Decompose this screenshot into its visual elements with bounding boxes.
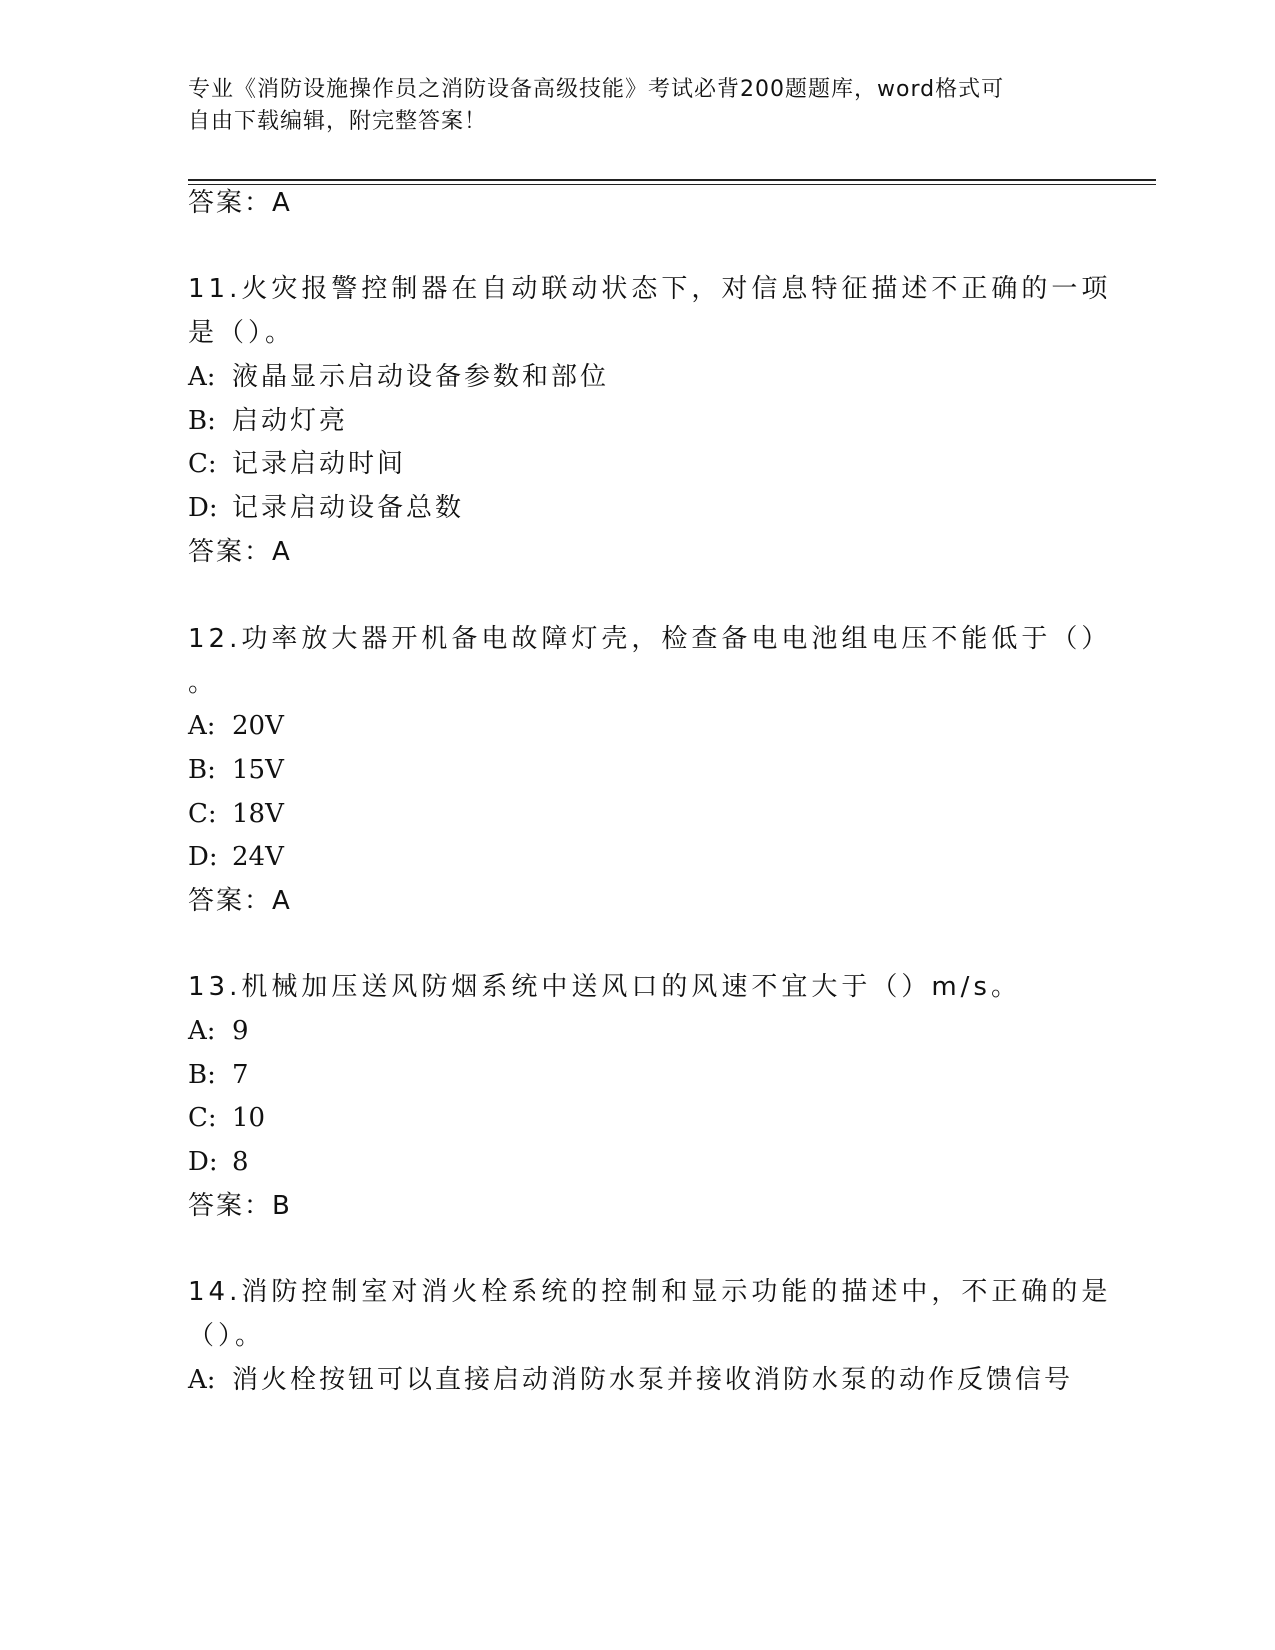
question-14-option-a xyxy=(188,1363,1073,1397)
option-key: C: xyxy=(188,1103,217,1133)
question-12-option-c xyxy=(188,797,284,831)
option-text: 9 xyxy=(232,1016,249,1046)
question-13-answer: 答案：B xyxy=(188,1191,292,1221)
option-text: 记录启动时间 xyxy=(232,449,407,479)
option-text: 消火栓按钮可以直接启动消防水泵并接收消防水泵的动作反馈信号 xyxy=(232,1365,1074,1395)
option-key: A: xyxy=(188,1365,216,1395)
option-text: 15V xyxy=(232,755,284,785)
option-key: C: xyxy=(188,799,217,829)
option-key: D: xyxy=(188,493,218,523)
question-13-option-b xyxy=(188,1058,249,1092)
question-12-option-b xyxy=(188,753,284,787)
question-13-option-a xyxy=(188,1014,249,1048)
question-11-answer: 答案：A xyxy=(188,537,292,567)
question-11-line-1: 11.火灾报警控制器在自动联动状态下，对信息特征描述不正确的一项 xyxy=(188,274,1112,304)
option-text: 18V xyxy=(232,799,284,829)
option-text: 20V xyxy=(232,711,284,741)
option-text: 液晶显示启动设备参数和部位 xyxy=(232,362,610,392)
header-line-1: 专业《消防设施操作员之消防设备高级技能》考试必背200题题库，word格式可 xyxy=(188,77,1005,102)
question-11-option-b xyxy=(188,404,348,438)
question-14-line-2: （）。 xyxy=(188,1321,266,1351)
option-text: 7 xyxy=(232,1060,249,1090)
option-text: 10 xyxy=(232,1103,266,1133)
question-12-option-d xyxy=(188,840,284,874)
question-13-option-c xyxy=(188,1101,265,1135)
question-13-line-1: 13.机械加压送风防烟系统中送风口的风速不宜大于（）m/s。 xyxy=(188,972,1021,1002)
answer-label: 答案：A xyxy=(188,188,292,218)
option-key: B: xyxy=(188,406,216,436)
option-key: D: xyxy=(188,1147,218,1177)
question-13-option-d xyxy=(188,1145,249,1179)
question-11-option-c xyxy=(188,447,406,481)
question-12-answer: 答案：A xyxy=(188,886,292,916)
option-text: 8 xyxy=(232,1147,249,1177)
header-line-2: 自由下载编辑，附完整答案！ xyxy=(188,109,488,134)
option-key: D: xyxy=(188,842,218,872)
header-divider-thick xyxy=(188,179,1156,181)
question-11-option-d xyxy=(188,491,464,525)
option-text: 24V xyxy=(232,842,284,872)
question-12-option-a xyxy=(188,709,284,743)
question-12-line-1: 12.功率放大器开机备电故障灯壳，检查备电电池组电压不能低于（） xyxy=(188,624,1112,654)
question-14-line-1: 14.消防控制室对消火栓系统的控制和显示功能的描述中，不正确的是 xyxy=(188,1277,1112,1307)
option-key: C: xyxy=(188,449,217,479)
document-header xyxy=(188,74,1068,138)
option-key: B: xyxy=(188,1060,216,1090)
question-12-line-2: 。 xyxy=(188,668,219,698)
option-key: A: xyxy=(188,362,216,392)
option-key: B: xyxy=(188,755,216,785)
option-text: 启动灯亮 xyxy=(232,406,349,436)
question-11-line-2: 是（）。 xyxy=(188,318,296,348)
option-key: A: xyxy=(188,1016,216,1046)
option-key: A: xyxy=(188,711,216,741)
question-11-option-a xyxy=(188,360,609,394)
option-text: 记录启动设备总数 xyxy=(232,493,465,523)
header-divider-thin xyxy=(188,184,1156,185)
